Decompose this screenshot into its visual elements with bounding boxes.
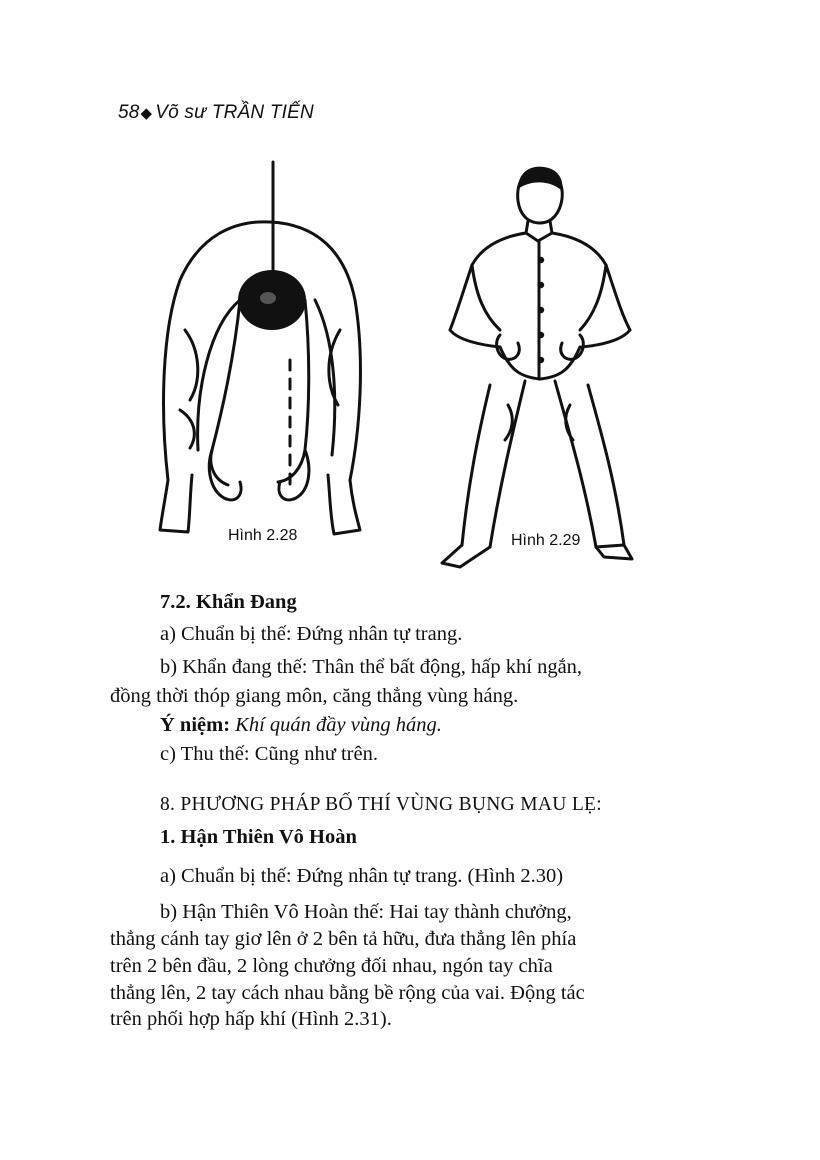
section-7-2-item-a: a) Chuẩn bị thế: Đứng nhân tự trang.	[160, 623, 463, 645]
section-7-2-y-niem	[160, 711, 442, 740]
section-8-item-b-line1: b) Hận Thiên Vô Hoàn thế: Hai tay thành chưởng,	[160, 901, 572, 923]
section-7-2-item-c: c) Thu thế: Cũng như trên.	[160, 743, 378, 765]
section-8-item-b-line3: trên 2 bên đầu, 2 lòng chưởng đối nhau, ngón tay chĩa	[110, 955, 553, 977]
figure-2-29-caption: Hình 2.29	[511, 532, 581, 549]
section-8-item-b-line4: thẳng lên, 2 tay cách nhau bằng bề rộng của vai. Động tác	[110, 982, 585, 1004]
figure-2-28-illustration	[140, 150, 380, 550]
section-8-sub-heading: 1. Hận Thiên Vô Hoàn	[160, 826, 357, 848]
section-7-2-item-b-line2: đồng thời thóp giang môn, căng thẳng vùng háng.	[110, 685, 519, 707]
section-8-heading: 8. PHƯƠNG PHÁP BỐ THÍ VÙNG BỤNG MAU LẸ:	[160, 794, 602, 815]
y-niem-label: Ý niệm:	[160, 714, 231, 736]
figure-2-28-caption: Hình 2.28	[228, 527, 298, 544]
section-8-item-b-line5: trên phối hợp hấp khí (Hình 2.31).	[110, 1008, 392, 1030]
y-niem-text: Khí quán đầy vùng háng.	[235, 714, 442, 736]
section-8-item-a: a) Chuẩn bị thế: Đứng nhân tự trang. (Hình 2.30)	[160, 865, 564, 887]
section-7-2-heading: 7.2. Khẩn Đang	[160, 591, 297, 613]
page-number: 58	[118, 102, 140, 123]
diamond-icon: ◆	[140, 105, 153, 122]
figure-2-29-illustration	[420, 155, 650, 580]
section-8-item-b-line2: thẳng cánh tay giơ lên ở 2 bên tả hữu, đưa thẳng lên phía	[110, 928, 577, 950]
section-7-2-item-b-line1: b) Khẩn đang thế: Thân thể bất động, hấp khí ngắn,	[160, 656, 583, 678]
running-header	[118, 102, 314, 124]
author-name: Võ sư TRẦN TIẾN	[155, 102, 314, 123]
